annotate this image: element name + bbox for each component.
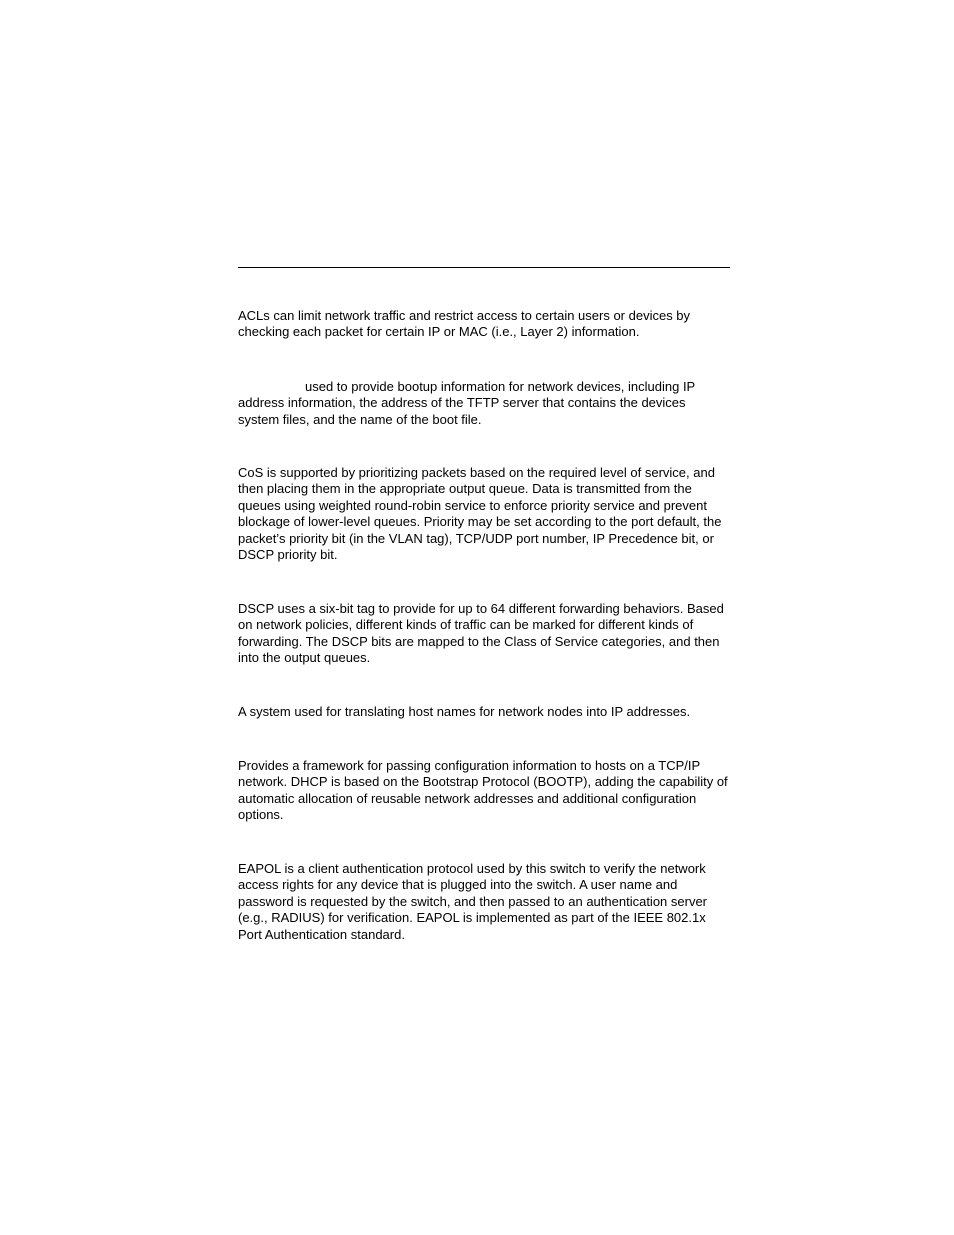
glossary-entry-acl: ACLs can limit network traffic and restrict access to certain users or devices by checking each packet for certain IP or MAC (i.e., Layer 2) information. [238, 308, 691, 340]
glossary-entry-dscp: DSCP uses a six-bit tag to provide for up to 64 different forwarding behaviors. Based on network policies, different kinds of traffic can be marked for different kinds of forwarding. The DSCP bits are mapped to the Class of Service categories, and then into the output queues. [238, 601, 724, 666]
glossary-entry-bootp: used to provide bootup information for network devices, including IP address information, the address of the TFTP server that contains the devices system files, and the name of the boot file. [238, 379, 695, 427]
glossary-entry-cos: CoS is supported by prioritizing packets based on the required level of service, and then placing them in the appropriate output queue. Data is transmitted from the queues using weighted round-robin service to enforce priority service and prevent blockage of lower-level queues. Priority may be set according to the port default, the packet’s priority bit (in the VLAN tag), TCP/UDP port number, IP Precedence bit, or DSCP priority bit. [238, 465, 722, 563]
glossary-entry-dns: A system used for translating host names for network nodes into IP addresses. [238, 704, 691, 719]
glossary-entry-dhcp: Provides a framework for passing configuration information to hosts on a TCP/IP network. DHCP is based on the Bootstrap Protocol (BOOTP), adding the capability of automatic allocation of reusable network addresses and additional configuration options. [238, 758, 728, 823]
header-rule [238, 267, 730, 268]
glossary-entry-eapol: EAPOL is a client authentication protocol used by this switch to verify the network access rights for any device that is plugged into the switch. A user name and password is requested by the switch, and then passed to an authentication server (e.g., RADIUS) for verification. EAPOL is implemented as part of the IEEE 802.1x Port Authentication standard. [238, 861, 708, 942]
